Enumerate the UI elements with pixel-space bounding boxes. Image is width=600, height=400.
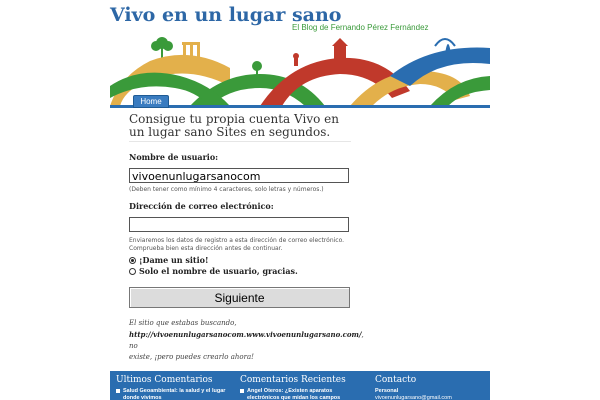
note-text-1: El sitio que estabas buscando, xyxy=(129,319,237,327)
option-site-row[interactable] xyxy=(129,255,209,265)
footer-comments xyxy=(116,375,225,400)
site-missing-note xyxy=(129,318,364,363)
bullet-icon xyxy=(116,389,120,393)
footer-contact-item[interactable]: Personal vivoenunlugarsano@gmail.com xyxy=(375,388,452,400)
option-user-row[interactable] xyxy=(129,266,298,276)
option-site-label: ¡Dame un sitio! xyxy=(139,255,209,265)
footer-contact-title: Contacto xyxy=(375,375,417,385)
username-hint: (Deben tener como mínimo 4 caracteres, solo letras y números.) xyxy=(129,186,324,193)
email-hint-1: Enviaremos los datos de registro a esta dirección de correo electrónico. xyxy=(129,237,345,244)
note-text-3: existe, ¡pero puedes crearlo ahora! xyxy=(129,353,254,361)
email-input[interactable] xyxy=(129,217,349,232)
footer-contact xyxy=(375,375,452,400)
email-label: Dirección de correo electrónico: xyxy=(129,201,274,211)
footer-recent-title: Comentarios Recientes xyxy=(240,375,346,385)
next-button[interactable]: Siguiente xyxy=(129,287,350,308)
bullet-icon xyxy=(240,389,244,393)
signup-heading: Consigue tu propia cuenta Vivo en un lugar sano Sites en segundos. xyxy=(129,113,351,142)
header-illustration xyxy=(110,16,490,106)
username-input[interactable]: vivoenunlugarsanocom xyxy=(129,168,349,183)
option-user-label: Solo el nombre de usuario, gracias. xyxy=(139,266,298,276)
signup-form xyxy=(129,112,364,361)
footer-recent-item[interactable]: Angel Oteros: ¿Existen aparatos electrónicos que midan los campos xyxy=(240,388,346,400)
note-text-2: , no xyxy=(129,331,364,350)
footer-recent xyxy=(240,375,346,400)
footer-comments-title: Ultimos Comentarios xyxy=(116,375,213,385)
site-tagline: El Blog de Fernando Pérez Fernández xyxy=(292,23,429,32)
site-title[interactable]: Vivo en un lugar sano xyxy=(110,4,342,26)
footer-comment-item[interactable]: Salud Geoambiental: la salud y el lugar donde vivimos xyxy=(116,388,225,400)
option-site-radio[interactable] xyxy=(129,257,136,264)
nav-home-tab[interactable]: Home xyxy=(133,95,169,108)
footer xyxy=(110,371,490,400)
option-user-radio[interactable] xyxy=(129,268,136,275)
note-url: http://vivoenunlugarsanocom.www.vivoenunlugarsano.com/ xyxy=(129,330,362,339)
email-hint-2: Comprueba bien esta dirección antes de continuar. xyxy=(129,245,283,252)
username-label: Nombre de usuario: xyxy=(129,152,219,162)
